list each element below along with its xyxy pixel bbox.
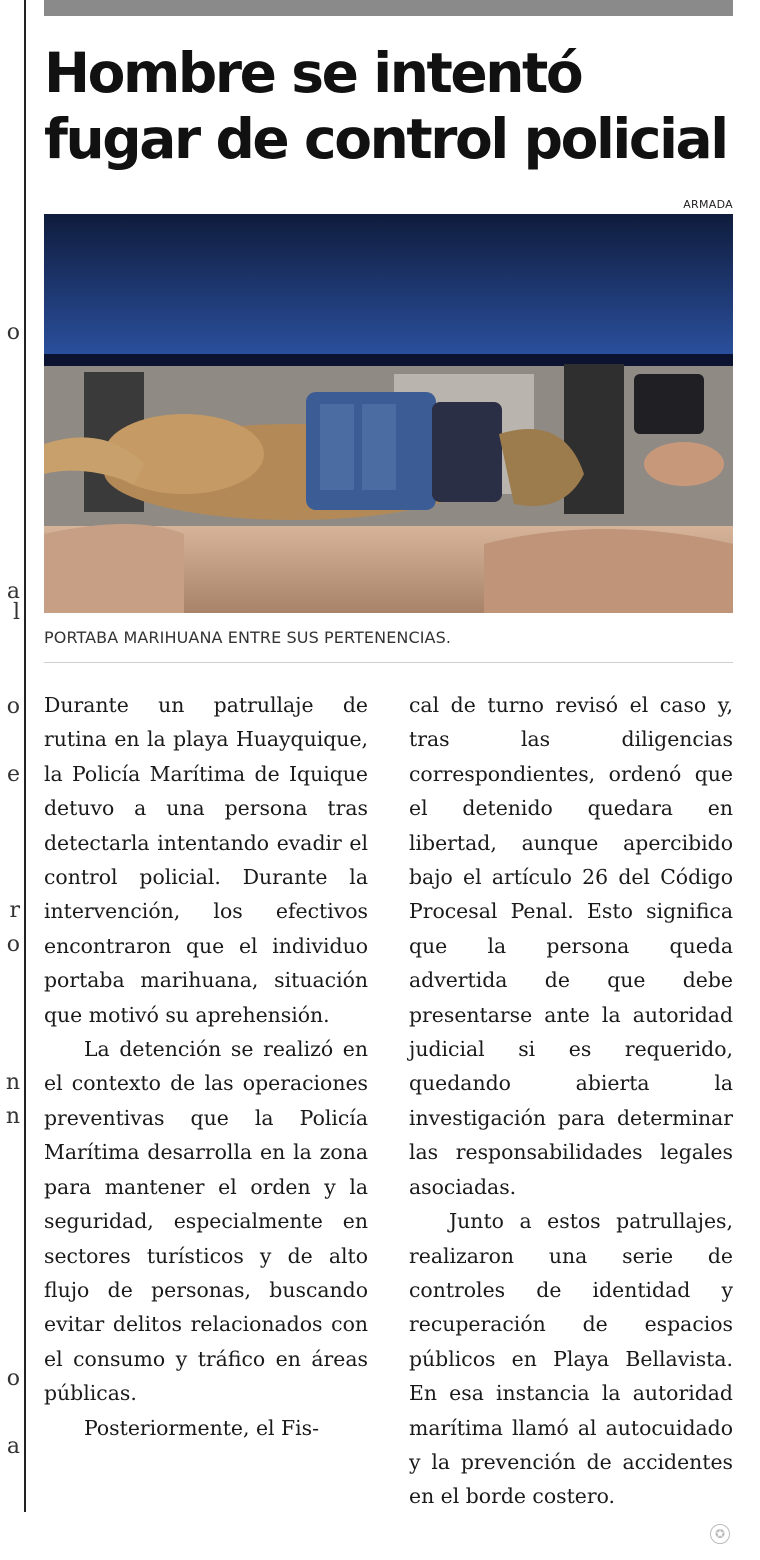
column-divider-rule (24, 0, 26, 1512)
police-dog-photo-illustration (44, 214, 733, 613)
body-paragraph: Junto a estos patrullajes, realizaron una serie de controles de identidad y recuperación de espacios públicos en Playa Bellavista. En esa instancia la autoridad marítima llamó al autocuidado y la prevención de accidentes en el borde costero. (409, 1209, 733, 1509)
adjacent-column-fragments (0, 0, 20, 1560)
article-headline: Hombre se intentó fugar de control policial (44, 41, 727, 171)
body-paragraph: La detención se realizó en el contexto de las operaciones preventivas que la Policía Marítima desarrolla en la zona para mantener el orden y la seguridad, especialmente en sectores turísticos y de alto flujo de personas, buscando evitar delitos relacionados con el consumo y tráfico en áreas públicas. (44, 1037, 368, 1406)
fragment-char: o (6, 320, 20, 345)
fragment-char: a (6, 579, 20, 604)
fragment-char: n (5, 1104, 20, 1129)
photo-caption: PORTABA MARIHUANA ENTRE SUS PERTENENCIAS. (44, 628, 452, 647)
photo-credit: ARMADA (683, 198, 733, 211)
fragment-char: o (6, 932, 20, 957)
article-photo (44, 214, 733, 613)
fragment-char: o (6, 694, 20, 719)
fragment-char: a (6, 1434, 20, 1459)
section-top-bar (44, 0, 733, 16)
article-column-1 (44, 688, 368, 1445)
fragment-char: r (9, 898, 20, 923)
fragment-char: o (6, 1366, 20, 1391)
caption-divider (44, 662, 733, 663)
body-paragraph: cal de turno revisó el caso y, tras las diligencias correspondientes, ordenó que el detenido quedara en libertad, aunque apercibido bajo el artículo 26 del Código Procesal Penal. Esto significa que la persona queda advertida de que debe presentarse ante la autoridad judicial si es requerido, quedando abierta la investigación para determinar las responsabilidades legales asociadas. (409, 693, 733, 1199)
body-paragraph: Durante un patrullaje de rutina en la playa Huayquique, la Policía Marítima de Iquique detuvo a una persona tras detectarla intentando evadir el control policial. Durante la intervención, los efectivos encontraron que el individuo portaba marihuana, situación que motivó su aprehensión. (44, 693, 368, 1027)
fragment-char: e (6, 762, 20, 787)
end-of-article-icon: ✪ (710, 1524, 730, 1544)
fragment-char: l (12, 600, 20, 625)
body-paragraph: Posteriormente, el Fis- (84, 1415, 320, 1440)
article-column-2 (409, 688, 733, 1514)
fragment-char: n (5, 1070, 20, 1095)
